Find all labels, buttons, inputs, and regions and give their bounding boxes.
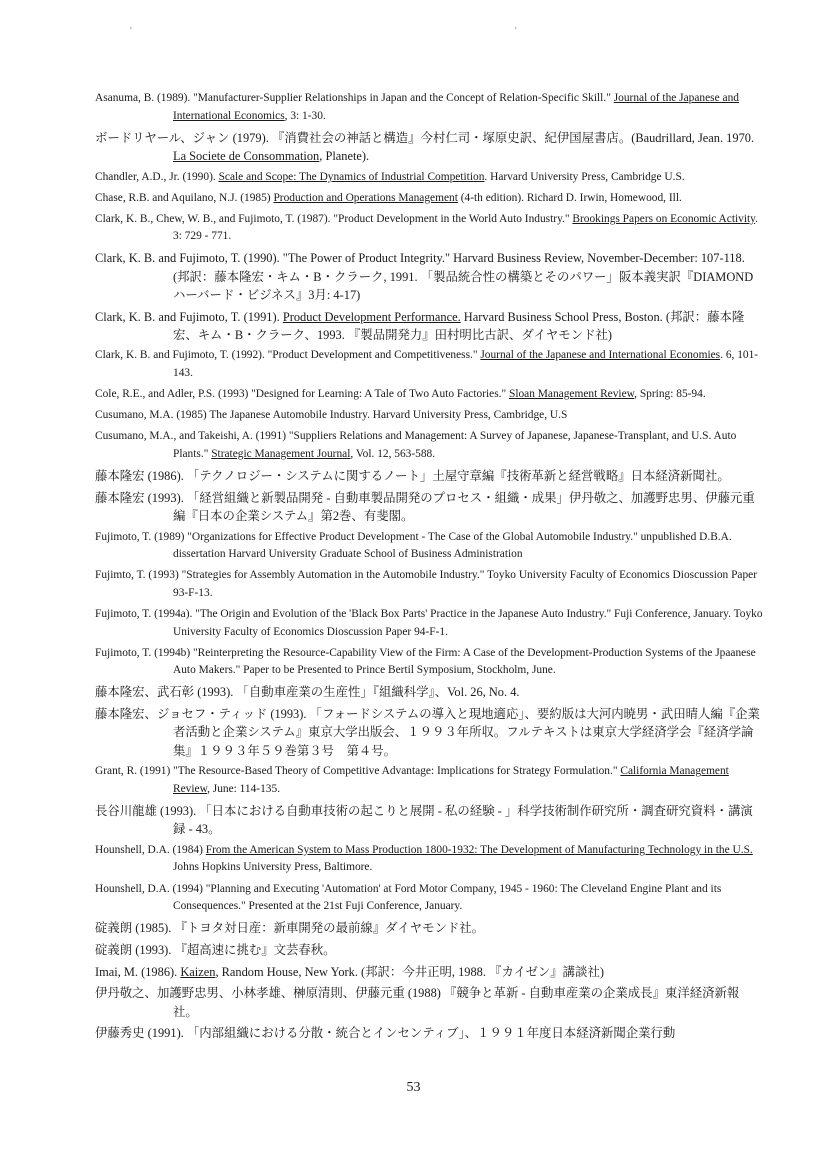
reference-text: Chandler, A.D., Jr. (1990). (95, 170, 219, 183)
reference-entry (95, 467, 763, 485)
reference-entry (95, 763, 763, 798)
reference-text: 長谷川龍雄 (1993). 「日本における自動車技術の起こりと展開 - 私の経験 - 」科学技術制作研究所・調査研究資料・講演録 - 43。 (95, 803, 753, 837)
reference-text: , Spring: 85-94. (634, 388, 706, 401)
reference-source-title: Kaizen (180, 964, 216, 979)
reference-text: Asanuma, B. (1989). "Manufacturer-Supplier Relationships in Japan and the Concept of Relation-Specific Skill." (95, 92, 614, 104)
scan-mark: ' (515, 26, 517, 37)
reference-entry (95, 169, 763, 187)
reference-source-title: Journal of the Japanese and International Economies (480, 349, 721, 362)
reference-text: , Vol. 12, 563-588. (350, 447, 436, 460)
reference-text: . 6, 101-143. (173, 349, 759, 380)
reference-text: , Planete). (319, 148, 370, 163)
reference-entry (95, 606, 763, 641)
scan-mark: ' (130, 26, 132, 37)
reference-text: Clark, K. B., Chew, W. B., and Fujimoto, T. (1987). "Product Development in the World Auto Industry." (95, 212, 573, 225)
reference-entry (95, 567, 763, 602)
reference-entry (95, 705, 763, 760)
reference-entry (95, 683, 763, 701)
reference-text: (4-th edition). Richard D. Irwin, Homewood, Ill. (457, 191, 682, 204)
reference-text: ボードリヤール、ジャン (1979). 『消費社会の神話と構造』今村仁司・塚原史訳、紀伊国屋書店。(Baudrillard, Jean. 1970. (95, 130, 755, 145)
reference-text: Harvard Business School Press, Boston. (邦訳：藤本隆宏、キム・B・クラーク、1993. 『製品開発力』田村明比古訳、ダイヤモンド社) (173, 309, 745, 342)
reference-entry (95, 489, 763, 525)
reference-source-title: From the American System to Mass Production 1800-1932: The Development of Manufacturing Technology in the U.S. (205, 843, 753, 856)
reference-source-title: La Societe de Consommation (173, 148, 320, 163)
reference-text: Fujimto, T. (1993) "Strategies for Assembly Automation in the Automobile Industry." Toyko University Faculty of Economics Dioscussion Paper 93-F-13. (95, 569, 758, 599)
reference-entry (95, 802, 763, 838)
reference-entry (95, 1024, 763, 1042)
reference-text: Clark, K. B. and Fujimoto, T. (1990). "The Power of Product Integrity." Harvard Business Review, November-December: 107-118. (邦訳：藤本隆宏・キム・B・クラーク, 1991. 「製品統合性の構築とそのパワー」阪本義実訳『DIAMONDハーバード・ビジネス』3月: 4-17) (95, 251, 754, 302)
reference-source-title: Sloan Management Review (508, 388, 635, 401)
reference-entry (95, 90, 763, 125)
reference-text: 碇義朗 (1993). 『超高速に挑む』文芸春秋。 (95, 942, 336, 957)
reference-text: Cusumano, M.A. (1985) The Japanese Automobile Industry. Harvard University Press, Cambridge, U.S (95, 409, 568, 422)
reference-text: 碇義朗 (1985). 『トヨタ対日産：新車開発の最前線』ダイヤモンド社。 (95, 921, 485, 936)
reference-entry (95, 407, 763, 425)
page-number: 53 (406, 1080, 421, 1095)
reference-entry (95, 211, 763, 246)
reference-entry (95, 529, 763, 564)
reference-text: . Harvard University Press, Cambridge U.S. (484, 170, 685, 183)
reference-entry (95, 428, 763, 463)
reference-text: 伊藤秀史 (1991). 「内部組織における分散・統合とインセンティブ」、１９９１年度日本経済新聞企業行動 (95, 1026, 676, 1041)
reference-entry (95, 919, 763, 937)
reference-text: Chase, R.B. and Aquilano, N.J. (1985) (95, 191, 274, 204)
reference-entry (95, 881, 763, 916)
reference-entry (95, 842, 763, 877)
reference-text: Clark, K. B. and Fujimoto, T. (1991). (95, 309, 283, 324)
reference-entry (95, 963, 763, 981)
reference-source-title: Strategic Management Journal (211, 447, 351, 460)
reference-text: 藤本隆宏、武石彰 (1993). 「自動車産業の生産性」『組織科学』、Vol. 26, No. 4. (95, 685, 520, 700)
reference-text: Cole, R.E., and Adler, P.S. (1993) "Designed for Learning: A Tale of Two Auto Factories." (95, 388, 509, 401)
reference-entry (95, 645, 763, 680)
reference-source-title: California Management Review (173, 765, 729, 795)
reference-text: Johns Hopkins University Press, Baltimore. (173, 861, 373, 874)
reference-source-title: Product Development Performance. (282, 309, 461, 324)
reference-text: Fujimoto, T. (1994b) "Reinterpreting the Resource-Capability View of the Firm: A Case of the Development-Production Systems of the Jpaanese Auto Makers." Paper to be Presented to Prince Bertil Symposium, Stockholm, June. (95, 646, 756, 677)
reference-text: 藤本隆宏 (1993). 「経営組織と新製品開発 - 自動車製品開発のプロセス・組織・成果」伊丹敬之、加護野忠男、伊藤元重編『日本の企業システム』第2巻、有斐閣。 (95, 490, 755, 523)
reference-text: , June: 114-135. (207, 782, 281, 795)
reference-source-title: Scale and Scope: The Dynamics of Industrial Competition (218, 170, 485, 183)
reference-text: . 3: 729 - 771. (173, 212, 758, 243)
reference-text: Fujimoto, T. (1994a). "The Origin and Evolution of the 'Black Box Parts' Practice in the Japanese Auto Industry." Fuji Conference, January. Toyko University Faculty of Economics Dioscussion Paper 94-F-1. (95, 608, 763, 638)
reference-text: Fujimoto, T. (1989) "Organizations for Effective Product Development - The Case of the Global Automobile Industry." unpublished D.B.A. dissertation Harvard University Graduate School of Business Administration (95, 530, 732, 561)
reference-text: 伊丹敬之、加護野忠男、小林孝雄、榊原清則、伊藤元重 (1988) 『競争と革新 - 自動車産業の企業成長』東洋経済新報社。 (95, 986, 740, 1019)
reference-text: Clark, K. B. and Fujimoto, T. (1992). "Product Development and Competitiveness." (95, 349, 481, 362)
reference-text: Hounshell, D.A. (1984) (95, 843, 206, 856)
reference-text: Grant, R. (1991) "The Resource-Based Theory of Competitive Advantage: Implications for Strategy Formulation." (95, 765, 621, 778)
reference-entry (95, 190, 763, 208)
reference-entry (95, 386, 763, 404)
reference-entry (95, 249, 763, 304)
reference-entry (95, 941, 763, 959)
reference-entry (95, 308, 763, 344)
reference-text: 藤本隆宏、ジョセフ・ティッド (1993). 「フォードシステムの導入と現地適応」、要約版は大河内暁男・武田晴人編『企業者活動と企業システム』東京大学出版会、１９９３年所収。フルテキストは東京大学経済学会『経済学論集』１９９３年５９巻第３号 第４号。 (95, 707, 760, 758)
reference-entry (95, 129, 763, 165)
reference-text: Hounshell, D.A. (1994) "Planning and Executing 'Automation' at Ford Motor Company, 1945 - 1960: The Cleveland Engine Plant and its Consequences." Presented at the 21st Fuji Conference, January. (95, 882, 722, 913)
reference-text: , Random House, New York. (邦訳：今井正明, 1988. 『カイゼン』講談社) (215, 964, 604, 979)
reference-list (95, 90, 763, 1046)
reference-text: Cusumano, M.A., and Takeishi, A. (1991) "Suppliers Relations and Management: A Survey of Japanese, Japanese-Transplant, and U.S. Auto Plants." (95, 430, 737, 460)
reference-text: 藤本隆宏 (1986). 「テクノロジー・システムに関するノート」土屋守章編『技術革新と経営戦略』日本経済新聞社。 (95, 469, 730, 484)
reference-text: Imai, M. (1986). (95, 964, 181, 979)
reference-source-title: Brookings Papers on Economic Activity (572, 212, 756, 225)
reference-text: , 3: 1-30. (284, 109, 326, 122)
reference-entry (95, 347, 763, 382)
reference-entry (95, 984, 763, 1020)
reference-source-title: Journal of the Japanese and International Economics (173, 92, 739, 122)
reference-source-title: Production and Operations Management (273, 191, 458, 204)
